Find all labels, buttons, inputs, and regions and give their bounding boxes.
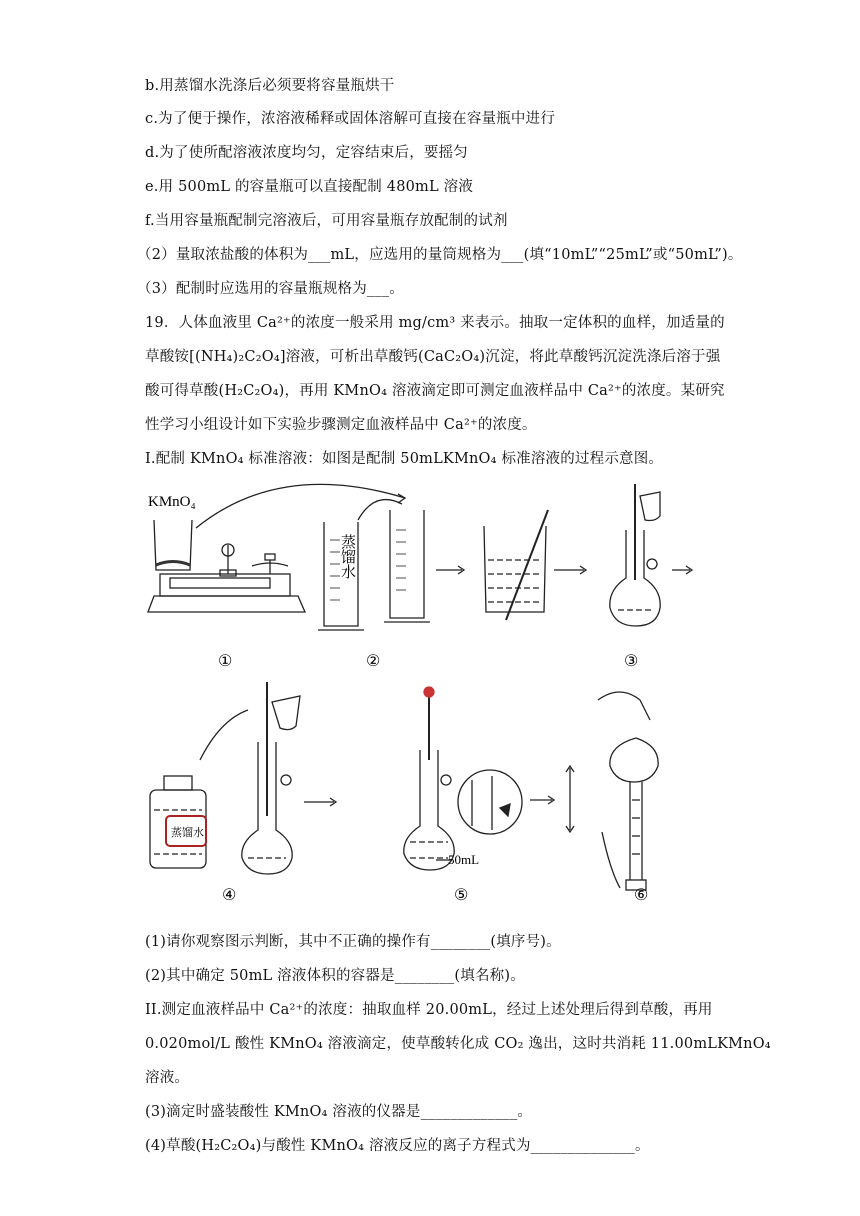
- section-2-line3: 溶液。: [145, 1070, 190, 1086]
- step-label-3: ③: [624, 651, 639, 670]
- problem-19-line2: 草酸铵[(NH₄)₂C₂O₄]溶液，可析出草酸钙(CaC₂O₄)沉淀，将此草酸钙沉淀洗涤后溶于强: [145, 349, 721, 365]
- inverted-flask-icon: [598, 692, 658, 890]
- balance-icon: [148, 520, 305, 612]
- step-label-6: ⑥: [634, 885, 649, 904]
- bottle-label: 蒸馏水: [171, 826, 204, 839]
- problem-19-line1: 19．人体血液里 Ca²⁺的浓度一般采用 mg/cm³ 来表示。抽取一定体积的血样，加适量的: [145, 315, 725, 331]
- section-2-line1: II.测定血液样品中 Ca²⁺的浓度：抽取血样 20.00mL，经过上述处理后得到草酸，再用: [145, 1002, 713, 1018]
- water-bottle-icon: [150, 776, 206, 868]
- kmno4-label: KMnO₄: [148, 494, 196, 510]
- sub-question-1: (1)请你观察图示判断，其中不正确的操作有________(填序号)。: [145, 934, 561, 950]
- question-2: （2）量取浓盐酸的体积为___mL，应选用的量筒规格为___(填“10mL”“25mL”或“50mL”)。: [137, 247, 743, 263]
- volume-label: 50mL: [448, 852, 480, 867]
- sub-question-2: (2)其中确定 50mL 溶液体积的容器是________(填名称)。: [145, 968, 525, 984]
- preparation-diagram: [140, 470, 720, 910]
- option-c: c.为了便于操作，浓溶液稀释或固体溶解可直接在容量瓶中进行: [145, 111, 556, 127]
- step-label-5: ⑤: [454, 885, 469, 904]
- sub-question-3: (3)滴定时盛装酸性 KMnO₄ 溶液的仪器是_____________。: [145, 1104, 533, 1120]
- magnifier-icon: [458, 770, 522, 834]
- option-f: f.当用容量瓶配制完溶液后，可用容量瓶存放配制的试剂: [145, 213, 508, 229]
- transfer-arrow-2: [358, 500, 402, 520]
- water-label-text: 蒸馏水: [312, 534, 357, 552]
- option-d: d.为了使所配溶液浓度均匀，定容结束后，要摇匀: [145, 145, 468, 161]
- option-e: e.用 500mL 的容量瓶可以直接配制 480mL 溶液: [145, 179, 474, 195]
- water-label: [312, 533, 357, 579]
- problem-19-line4: 性学习小组设计如下实验步骤测定血液样品中 Ca²⁺的浓度。: [145, 417, 537, 433]
- question-3: （3）配制时应选用的容量瓶规格为___。: [137, 281, 404, 297]
- step-label-4: ④: [222, 885, 237, 904]
- step-label-1: ①: [218, 651, 233, 670]
- curved-arrow-4: [200, 710, 248, 760]
- transfer-arrow-1: [196, 484, 405, 528]
- volumetric-flask-icon-3: [610, 484, 660, 626]
- step-label-2: ②: [366, 651, 381, 670]
- cylinder-icon: [318, 510, 430, 630]
- volumetric-flask-icon-5: [404, 687, 454, 870]
- option-b: b.用蒸馏水洗涤后必须要将容量瓶烘干: [145, 78, 395, 94]
- section-1-heading: I.配制 KMnO₄ 标准溶液：如图是配制 50mLKMnO₄ 标准溶液的过程示意图。: [145, 451, 664, 467]
- sub-question-4: (4)草酸(H₂C₂O₄)与酸性 KMnO₄ 溶液反应的离子方程式为______________。: [145, 1138, 650, 1154]
- problem-19-line3: 酸可得草酸(H₂C₂O₄)，再用 KMnO₄ 溶液滴定即可测定血液样品中 Ca²⁺的浓度。某研究: [145, 383, 725, 399]
- volumetric-flask-icon-4: [242, 682, 300, 874]
- section-2-line2: 0.020mol/L 酸性 KMnO₄ 溶液滴定，使草酸转化成 CO₂ 逸出，这时共消耗 11.00mLKMnO₄: [145, 1036, 771, 1052]
- beaker-rod-icon: [484, 510, 548, 620]
